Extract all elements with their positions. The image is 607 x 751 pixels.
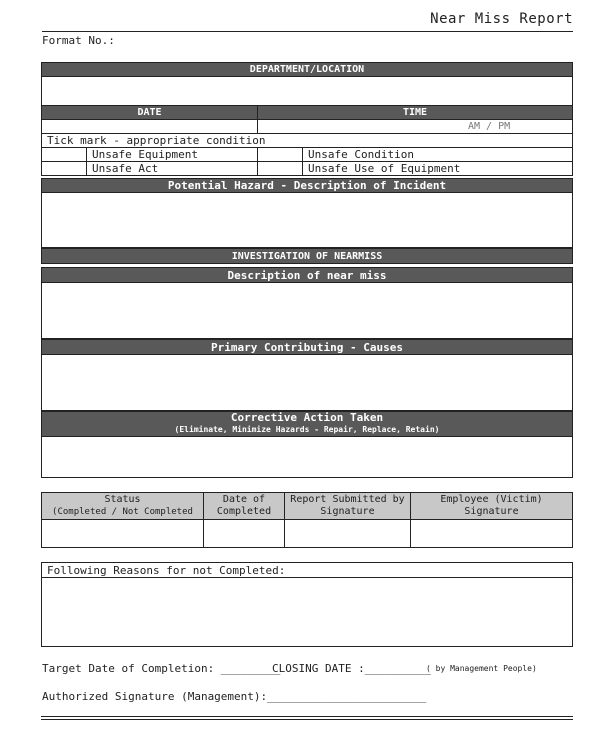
completed-label: Completed — [216, 506, 272, 517]
tick-box-unsafe-use[interactable] — [257, 161, 303, 176]
employee-label: Employee (Victim) — [440, 494, 543, 505]
date-completed-field[interactable] — [203, 519, 285, 548]
employee-signature-label: Signature — [464, 506, 519, 517]
format-no-label: Format No.: — [42, 34, 115, 47]
target-date-line: Target Date of Completion: _________ — [42, 662, 281, 675]
status-field[interactable] — [41, 519, 204, 548]
am-pm-label: AM / PM — [468, 121, 511, 132]
date-of-label: Date of — [222, 494, 266, 505]
primary-causes-header: Primary Contributing - Causes — [41, 339, 573, 355]
description-header: Description of near miss — [41, 267, 573, 283]
authorized-signature-line: Authorized Signature (Management):________________________ — [42, 690, 427, 703]
report-submitted-field[interactable] — [284, 519, 411, 548]
unsafe-condition-label: Unsafe Condition — [302, 147, 573, 162]
status-subtitle: (Completed / Not Completed — [52, 507, 193, 517]
tick-box-unsafe-condition[interactable] — [257, 147, 303, 162]
date-completed-col-header — [203, 492, 285, 520]
potential-hazard-header: Potential Hazard - Description of Incident — [41, 178, 573, 193]
status-col-header — [41, 492, 204, 520]
tick-box-unsafe-act[interactable] — [41, 161, 87, 176]
investigation-header: INVESTIGATION OF NEARMISS — [41, 248, 573, 264]
report-signature-label: Signature — [320, 506, 375, 517]
unsafe-act-label: Unsafe Act — [86, 161, 258, 176]
title-rule — [42, 31, 573, 32]
footer-rule-bottom — [41, 719, 573, 720]
employee-signature-field[interactable] — [410, 519, 573, 548]
unsafe-use-label: Unsafe Use of Equipment — [302, 161, 573, 176]
date-header: DATE — [41, 105, 258, 120]
corrective-title: Corrective Action Taken — [230, 411, 384, 424]
report-submitted-col-header — [284, 492, 411, 520]
description-field[interactable] — [41, 282, 573, 339]
tick-label: Tick mark - appropriate condition — [41, 133, 573, 148]
potential-hazard-field[interactable] — [41, 192, 573, 248]
reasons-field[interactable] — [41, 577, 573, 647]
tick-box-unsafe-equipment[interactable] — [41, 147, 87, 162]
footer-rule-top — [41, 716, 573, 717]
closing-date-line: CLOSING DATE :__________ — [272, 662, 431, 675]
department-header: DEPARTMENT/LOCATION — [41, 62, 573, 77]
unsafe-equipment-label: Unsafe Equipment — [86, 147, 258, 162]
corrective-field[interactable] — [41, 436, 573, 478]
date-field[interactable] — [41, 119, 258, 134]
report-submitted-label: Report Submitted by — [290, 494, 405, 505]
report-title: Near Miss Report — [430, 11, 573, 27]
primary-causes-field[interactable] — [41, 354, 573, 411]
corrective-subtitle: (Eliminate, Minimize Hazards - Repair, Replace, Retain) — [174, 425, 440, 434]
reasons-label: Following Reasons for not Completed: — [41, 562, 573, 578]
time-field[interactable] — [257, 119, 573, 134]
status-title: Status — [104, 494, 141, 505]
time-header: TIME — [257, 105, 573, 120]
department-field[interactable] — [41, 76, 573, 106]
employee-col-header — [410, 492, 573, 520]
by-management-note: ( by Management People) — [426, 664, 537, 673]
corrective-header — [41, 411, 573, 437]
